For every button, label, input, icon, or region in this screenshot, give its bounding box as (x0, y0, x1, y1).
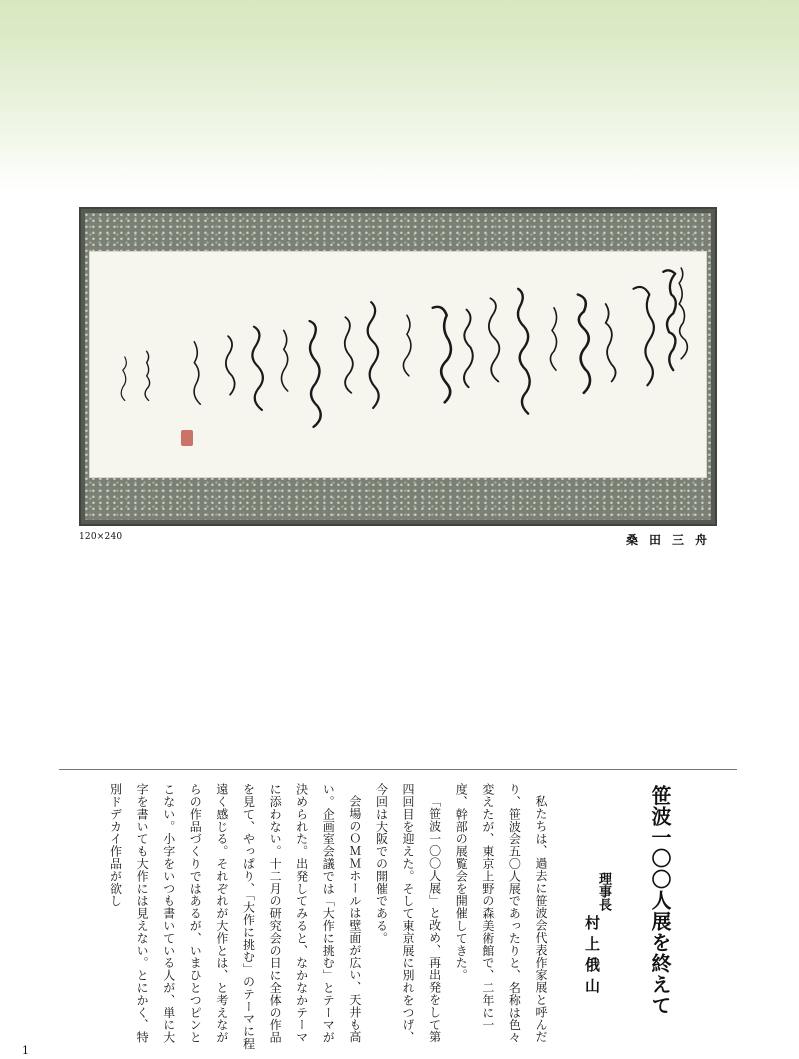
article-paragraph: 私たちは、過去に笹波会代表作家展と呼んだり、笹波会五〇人展であったりと、名称は色々変えたが、東京上野の森美術館で、二年に一度、幹部の展覧会を開催してきた。 (454, 783, 548, 1044)
author-name: 村上俄山 (583, 915, 601, 999)
article-paragraph: 会場のＯＭＭホールは壁面が広い、天井も高い。企画室会議では「大作に挑む」とテーマが決められた。出発してみると、なかなかテーマに添わない。十二月の研究会の日に全体の作品を見て、やっぱり、「大作に挑む」のテーマに程遠く感じる。それぞれが大作とは、と考えながらの作品づくりではあるが、いまひとつピンとこない。小字をいつも書いている人が、単に大字を書いても大作には見えない。とにかく、特別ドデカイ作品が欲し (108, 783, 362, 1050)
article-title: 笹波一〇〇人展を終えて (648, 785, 672, 1016)
page-number: 1 (22, 1044, 29, 1057)
calligraphy-artwork (79, 207, 717, 526)
article-paragraph: 「笹波一〇〇人展」と改め、再出発をして第四回目を迎えた。そして東京展に別れをつげ、今回は大阪での開催である。 (374, 783, 442, 1044)
section-divider (59, 769, 737, 770)
red-seal-stamp (181, 430, 193, 446)
artwork-artist-name: 桑田三舟 (625, 533, 718, 547)
article-body (92, 783, 554, 1051)
artwork-mount (85, 213, 711, 520)
author-role: 理事長 (596, 872, 611, 911)
header-gradient-band (0, 0, 799, 190)
artwork-size-caption: 120×240 (79, 532, 123, 542)
artwork-paper (89, 251, 707, 478)
